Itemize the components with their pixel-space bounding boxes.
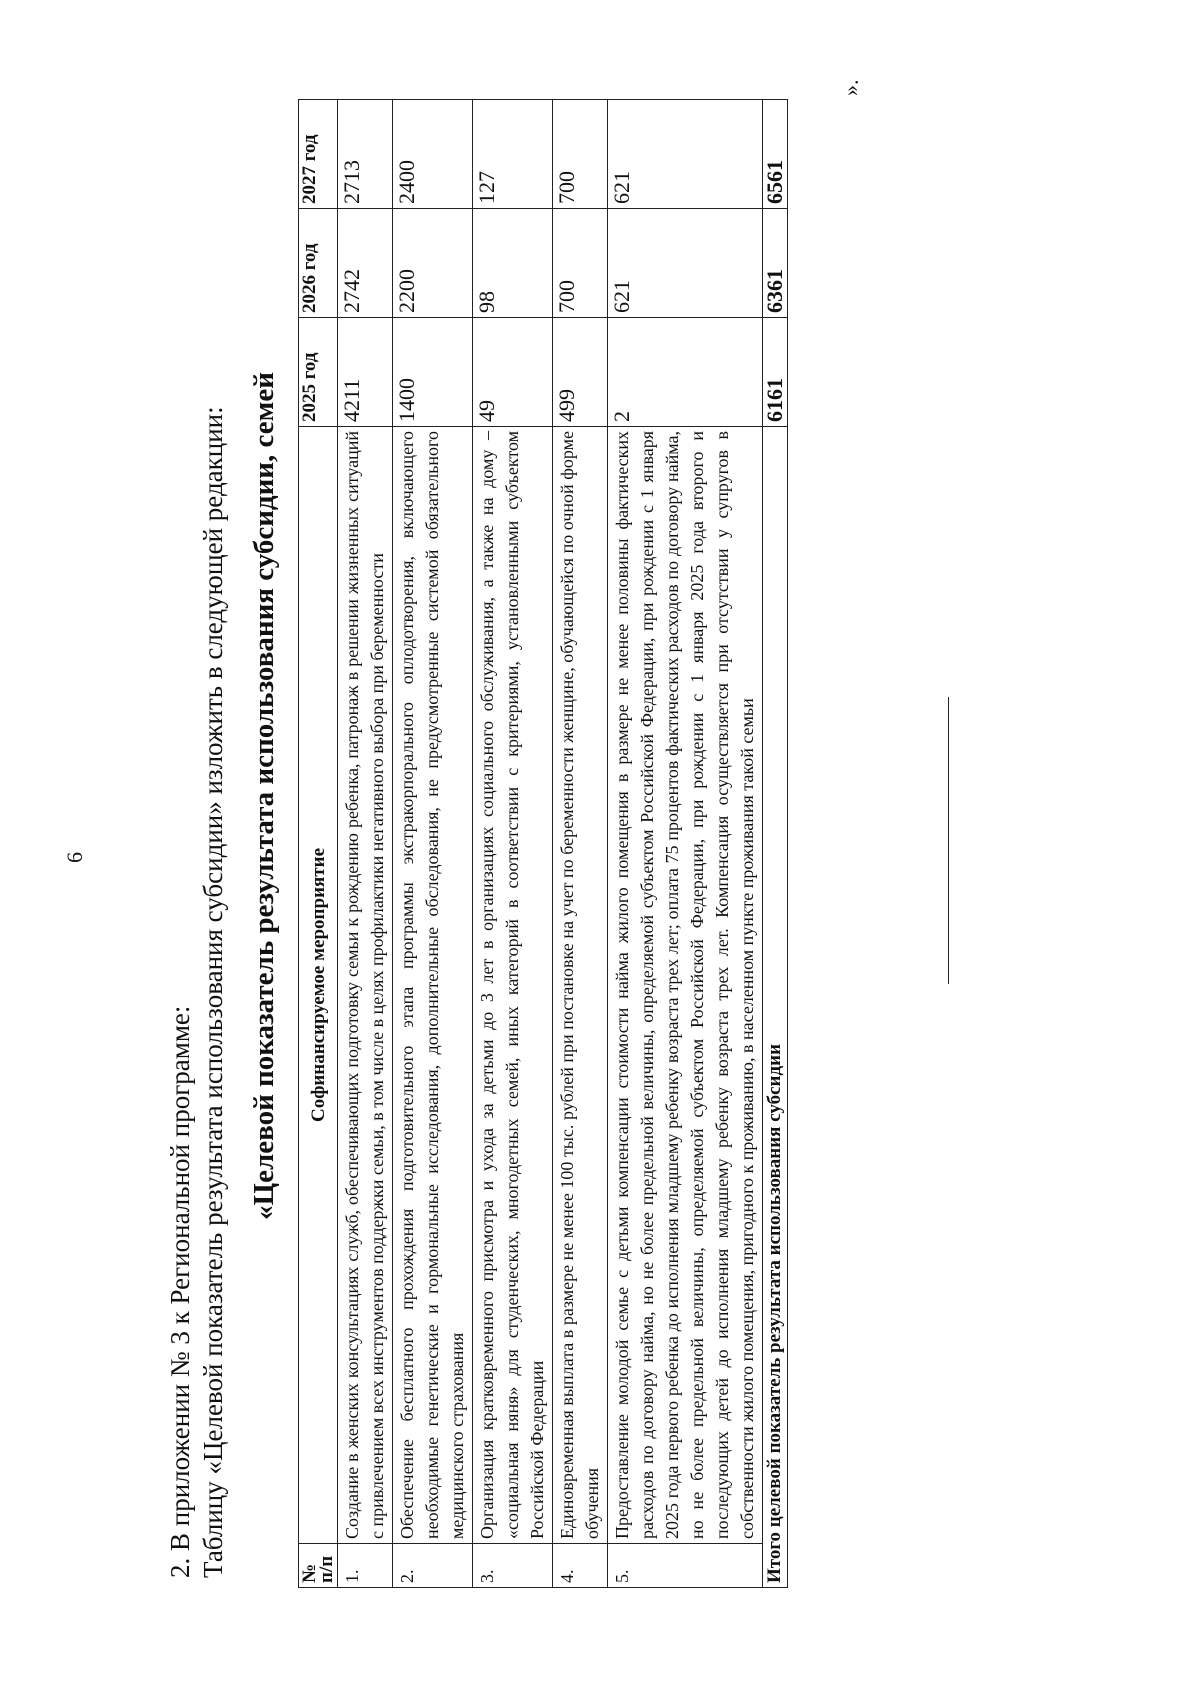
row-value-2027: 2400 — [393, 100, 473, 209]
table-header-row — [299, 100, 338, 1588]
row-event: Создание в женских консультациях служб, обеспечивающих подготовку семьи к рождению ребенка, патронаж в решении жизненных ситуаций с привлечением всех инструментов поддержки семьи, в том числе в целях профилактики негативного выбора при беременности — [338, 427, 393, 1544]
row-value-2026: 2200 — [393, 209, 473, 318]
total-2027: 6561 — [763, 100, 788, 209]
total-label: Итого целевой показатель результата использования субсидии — [763, 427, 788, 1588]
row-event: Единовременная выплата в размере не менее 100 тыс. рублей при постановке на учет по беременности женщине, обучающейся по очной форме обучения — [553, 427, 608, 1544]
indicator-table — [298, 99, 788, 1588]
row-number: 3. — [473, 1544, 553, 1588]
row-value-2026: 700 — [553, 209, 608, 318]
row-event: Предоставление молодой семье с детьми компенсации стоимости найма жилого помещения в размере не менее половины фактических расходов по договору найма, но не более предельной величины, определяемой субъектом Российской Федерации, при рождении с 1 января 2025 года первого ребенка до исполнения младшему ребенку возраста трех лет; оплата 75 процентов фактических расходов по договору найма, но не более предельной величины, определяемой субъектом Российской Федерации, при рождении с 1 января 2025 года второго и последующих детей до исполнения младшему ребенку возраста трех лет. Компенсация осуществляется при отсутствии у супругов в собственности жилого помещения, пригодного к проживанию, в населенном пункте проживания такой семьи — [608, 427, 763, 1544]
header-2025: 2025 год — [299, 318, 338, 427]
table-row — [608, 100, 763, 1588]
header-num: № п/п — [299, 1544, 338, 1588]
table-heading: «Целевой показатель результата использования субсидии, семей — [248, 372, 280, 1220]
table-row — [393, 100, 473, 1588]
row-value-2025: 49 — [473, 318, 553, 427]
header-event: Софинансируемое мероприятие — [299, 427, 338, 1544]
table-row — [338, 100, 393, 1588]
header-2026: 2026 год — [299, 209, 338, 318]
row-value-2026: 98 — [473, 209, 553, 318]
row-number: 1. — [338, 1544, 393, 1588]
closing-quote: ». — [838, 79, 863, 96]
table-row — [553, 100, 608, 1588]
row-event: Организация кратковременного присмотра и ухода за детьми до 3 лет в организациях социального обслуживания, а также на дому – «социальная няня» для студенческих, многодетных семей, иных категорий в соответствии с критериями, установленными субъектом Российской Федерации — [473, 427, 553, 1544]
row-value-2027: 2713 — [338, 100, 393, 209]
row-value-2027: 700 — [553, 100, 608, 209]
row-value-2025: 4211 — [338, 318, 393, 427]
total-2025: 6161 — [763, 318, 788, 427]
row-value-2025: 1400 — [393, 318, 473, 427]
row-event: Обеспечение бесплатного прохождения подготовительного этапа программы экстракорпорального оплодотворения, включающего необходимые генетические и гормональные исследования, дополнительные обследования, не предусмотренные системой обязательного медицинского страхования — [393, 427, 473, 1544]
intro-line-2: Таблицу «Целевой показатель результата использования субсидии» изложить в следующей редакции: — [198, 406, 228, 1578]
total-2026: 6361 — [763, 209, 788, 318]
row-value-2027: 621 — [608, 100, 763, 209]
page-number: 6 — [62, 852, 87, 863]
row-number: 4. — [553, 1544, 608, 1588]
header-2027: 2027 год — [299, 100, 338, 209]
horizontal-divider — [948, 697, 949, 984]
row-value-2025: 499 — [553, 318, 608, 427]
table-total-row — [763, 100, 788, 1588]
row-value-2026: 2742 — [338, 209, 393, 318]
row-value-2027: 127 — [473, 100, 553, 209]
table-row — [473, 100, 553, 1588]
intro-line-1: 2. В приложении № 3 к Региональной программе: — [165, 1005, 195, 1578]
row-value-2025: 2 — [608, 318, 763, 427]
row-number: 5. — [608, 1544, 763, 1588]
row-value-2026: 621 — [608, 209, 763, 318]
row-number: 2. — [393, 1544, 473, 1588]
